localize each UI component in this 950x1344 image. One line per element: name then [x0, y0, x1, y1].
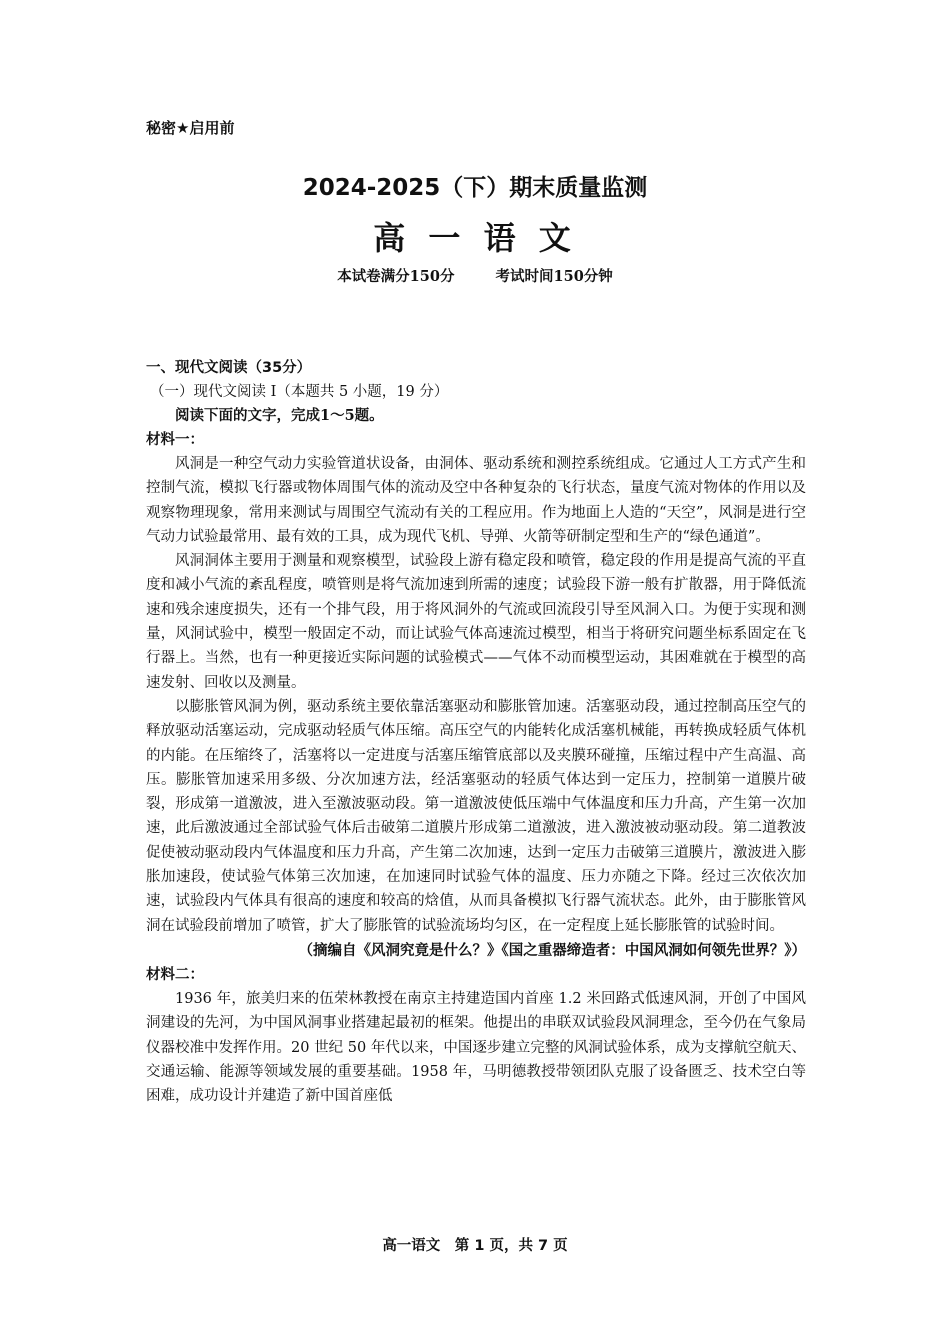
material-one-paragraph: 风洞是一种空气动力实验管道状设备，由洞体、驱动系统和测控系统组成。它通过人工方式产生和控制气流，模拟飞行器或物体周围气体的流动及空中各种复杂的飞行状态，量度气流对物体的作用以及观察物理现象，常用来测试与周围空气流动有关的工程应用。作为地面上人造的“天空”，风洞是进行空气动力试验最常用、最有效的工具，成为现代飞机、导弹、火箭等研制定型和生产的“绿色通道”。	[146, 456, 806, 545]
exam-title: 2024-2025（下）期末质量监测	[302, 175, 648, 201]
material-one-label: 材料一：	[146, 432, 204, 448]
full-score: 本试卷满分150分	[337, 268, 455, 285]
material-two-paragraph: 1936 年，旅美归来的伍荣林教授在南京主持建造国内首座 1.2 米回路式低速风洞，开创了中国风洞建设的先河，为中国风洞事业搭建起最初的框架。他提出的串联双试验段风洞理念，至今仍在气象局仪器校准中发挥作用。20 世纪 50 年代以来，中国逐步建立完整的风洞试验体系，成为支撑航空航天、交通运输、能源等领域发展的重要基础。1958 年，马明德教授带领团队克服了设备匮乏、技术空白等困难，成功设计并建造了新中国首座低	[146, 990, 806, 1105]
exam-info	[0, 265, 950, 286]
material-two-label: 材料二：	[146, 966, 204, 983]
material-one-source: （摘编自《风洞究竟是什么？》《国之重器缔造者：中国风洞如何领先世界？》）	[298, 941, 806, 959]
material-one-paragraph: 风洞洞体主要用于测量和观察模型，试验段上游有稳定段和喷管，稳定段的作用是提高气流的平直度和减小气流的紊乱程度，喷管则是将气流加速到所需的速度；试验段下游一般有扩散器，用于降低流速和残余速度损失，还有一个排气段，用于将风洞外的气流或回流段引导至风洞入口。为便于实现和测量，风洞试验中，模型一般固定不动，而让试验气体高速流过模型，相当于将研究问题坐标系固定在飞行器上。当然，也有一种更接近实际问题的试验模式——气体不动而模型运动，其困难就在于模型的高速发射、回收以及测量。	[146, 553, 806, 691]
exam-content	[146, 356, 806, 1108]
confidential-label: 秘密★启用前	[146, 119, 235, 137]
subject-title: 高 一 语 文	[373, 219, 577, 257]
page-footer: 高一语文 第 1 页，共 7 页	[382, 1238, 568, 1254]
reading-instruction: 阅读下面的文字，完成1～5题。	[175, 407, 384, 424]
material-one-paragraph: 以膨胀管风洞为例，驱动系统主要依靠活塞驱动和膨胀管加速。活塞驱动段，通过控制高压空气的释放驱动活塞运动，完成驱动轻质气体压缩。高压空气的内能转化成活塞机械能，再转换成轻质气体机的内能。在压缩终了，活塞将以一定进度与活塞压缩管底部以及夹膜环碰撞，压缩过程中产生高温、高压。膨胀管加速采用多级、分次加速方法，经活塞驱动的轻质气体达到一定压力，控制第一道膜片破裂，形成第一道激波，进入至激波驱动段。第一道激波使低压端中气体温度和压力升高，产生第一次加速，此后激波通过全部试验气体后击破第二道膜片形成第二道激波，进入激波被动驱动段。第二道教波促使被动驱动段内气体温度和压力升高，产生第二次加速，达到一定压力击破第三道膜片，激波进入膨胀加速段，使试验气体第三次加速，在加速同时试验气体的温度、压力亦随之下降。经过三次依次加速，试验段内气体具有很高的速度和较高的焓值，从而具备模拟飞行器气流状态。此外，由于膨胀管风洞在试验段前增加了喷管，扩大了膨胀管的试验流场均匀区，在一定程度上延长膨胀管的试验时间。	[146, 698, 806, 934]
section-heading: 一、现代文阅读（35分）	[146, 360, 312, 376]
exam-time: 考试时间150分钟	[495, 268, 613, 285]
subsection-heading: （一）现代文阅读 I（本题共 5 小题，19 分）	[150, 384, 449, 400]
